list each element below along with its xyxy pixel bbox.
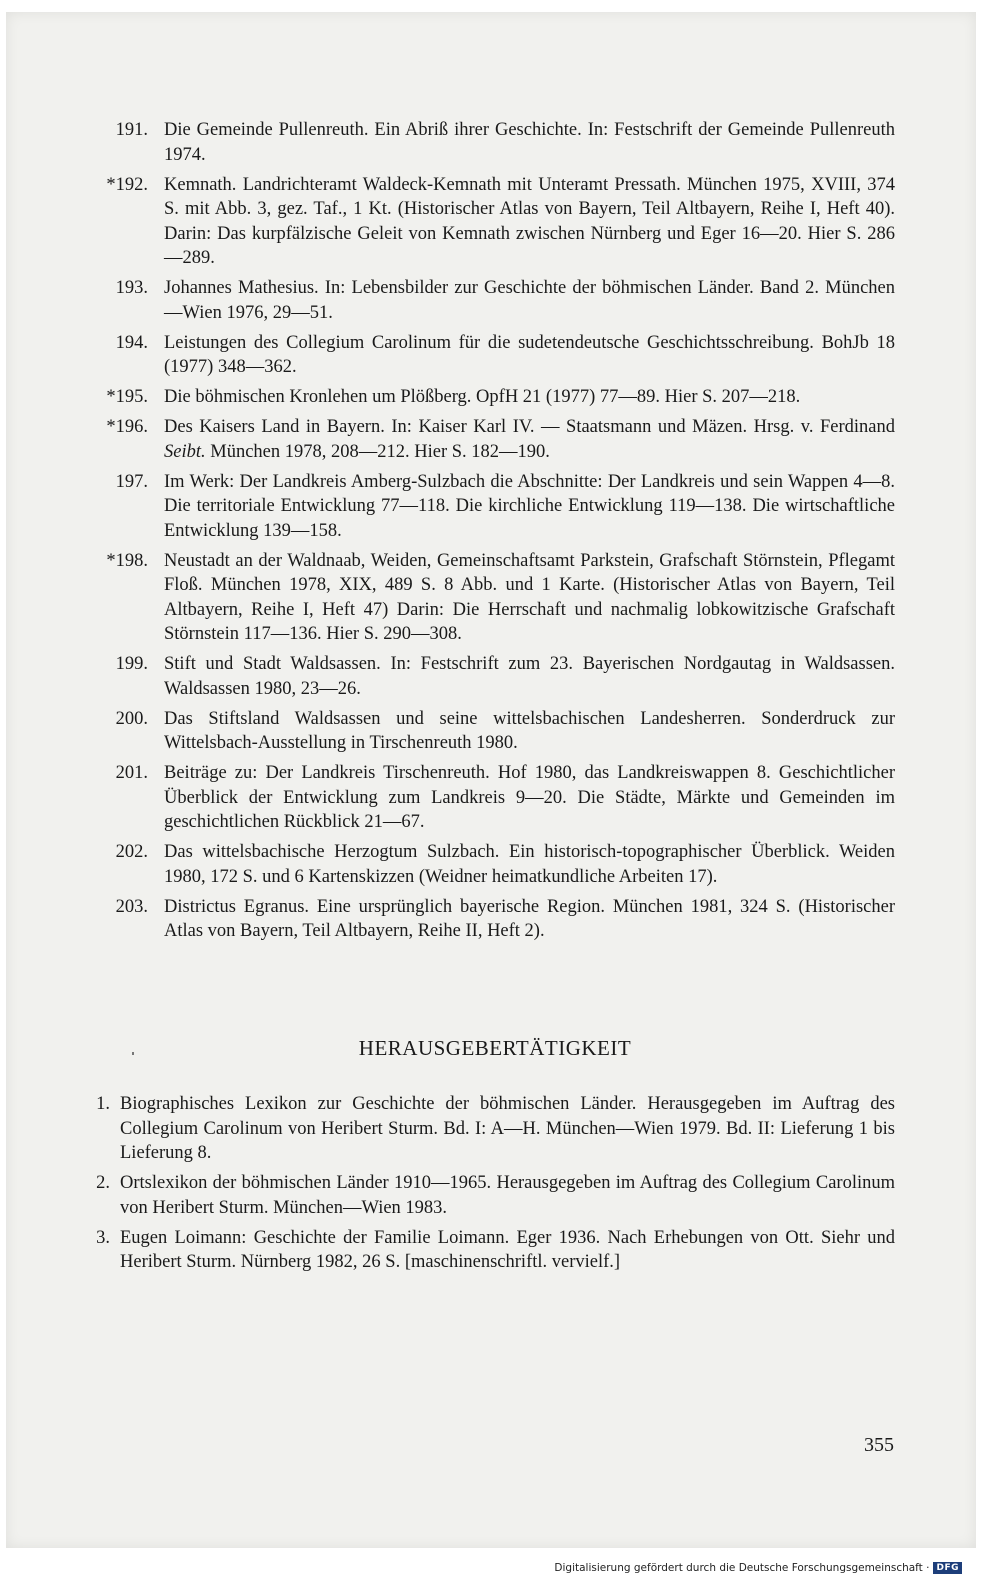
section-heading: HERAUSGEBERTÄTIGKEIT — [358, 1036, 632, 1060]
entry-number: 202. — [115, 842, 148, 862]
entry-text-tail: München 1978, 208—212. Hier S. 182—190. — [205, 441, 550, 462]
entry-number: 203. — [115, 896, 148, 917]
list-item — [80, 1171, 895, 1220]
list-item — [80, 652, 895, 701]
entry-text: Districtus Egranus. Eine ursprünglich bayerische Region. München 1981, 324 S. (Historischer Atlas von Bayern, Teil Altbayern, Reihe II, Heft 2). — [164, 896, 895, 941]
entry-number: *195. — [106, 387, 148, 407]
list-item — [80, 1092, 895, 1166]
editor-name: Seibt. — [164, 441, 206, 462]
entry-text: Eugen Loimann: Geschichte der Familie Loimann. Eger 1936. Nach Erhebungen von Ott. Siehr und Heribert Sturm. Nürnberg 1982, 26 S. [maschinenschriftl. vervielf.] — [120, 1227, 895, 1272]
entry-number: 200. — [115, 708, 148, 729]
entry-text: Des Kaisers Land in Bayern. In: Kaiser Karl IV. — Staatsmann und Mäzen. Hrsg. v. Ferdinand — [164, 417, 895, 437]
dfg-logo: DFG — [933, 1562, 962, 1574]
digitization-footer — [554, 1562, 962, 1574]
editorial-list — [80, 1092, 895, 1280]
entry-text: Die Gemeinde Pullenreuth. Ein Abriß ihrer Geschichte. In: Festschrift der Gemeinde Pullenreuth 1974. — [164, 120, 895, 165]
list-item — [80, 173, 895, 271]
list-item — [80, 895, 895, 944]
entry-number: 191. — [115, 120, 148, 140]
entry-number: 193. — [115, 278, 148, 298]
entry-text: Das Stiftsland Waldsassen und seine wittelsbachischen Landesherren. Sonderdruck zur Wittelsbach-Ausstellung in Tirschenreuth 1980. — [164, 708, 895, 753]
entry-number: 2. — [96, 1173, 110, 1193]
entry-number: *196. — [106, 417, 148, 437]
entry-text: Beiträge zu: Der Landkreis Tirschenreuth. Hof 1980, das Landkreiswappen 8. Geschichtlicher Überblick der Entwicklung zum Landkreis 9—20. Die Städte, Märkte und Gemeinden im geschichtlichen Rückblick 21—67. — [164, 763, 895, 832]
list-item — [80, 761, 895, 835]
list-item — [80, 840, 895, 889]
entry-number: *198. — [106, 550, 148, 571]
list-item — [80, 1226, 895, 1275]
entry-number: 1. — [96, 1094, 110, 1114]
list-item — [80, 549, 895, 647]
entry-number: 201. — [115, 763, 148, 783]
entry-text: Neustadt an der Waldnaab, Weiden, Gemeinschaftsamt Parkstein, Grafschaft Störnstein, Pflegamt Floß. München 1978, XIX, 489 S. 8 Abb. und 1 Karte. (Historischer Atlas von Bayern, Teil Altbayern, Reihe I, Heft 47) Darin: Die Herrschaft und nachmalig lobkowitzische Grafschaft Störnstein 117—136. Hier S. 290—308. — [164, 550, 895, 644]
list-item — [80, 470, 895, 544]
footer-text: Digitalisierung gefördert durch die Deutsche Forschungsgemeinschaft · — [554, 1562, 930, 1574]
entry-text: Biographisches Lexikon zur Geschichte der böhmischen Länder. Herausgegeben im Auftrag des Collegium Carolinum von Heribert Sturm. Bd. I: A—H. München—Wien 1979. Bd. II: Lieferung 1 bis Lieferung 8. — [120, 1094, 895, 1163]
entry-text: Stift und Stadt Waldsassen. In: Festschrift zum 23. Bayerischen Nordgautag in Waldsassen. Waldsassen 1980, 23—26. — [164, 654, 895, 699]
list-item — [80, 385, 895, 410]
entry-text-wrap — [164, 415, 895, 464]
entry-text: Ortslexikon der böhmischen Länder 1910—1965. Herausgegeben im Auftrag des Collegium Carolinum von Heribert Sturm. München—Wien 1983. — [120, 1173, 895, 1218]
list-item — [80, 276, 895, 325]
list-item — [80, 415, 895, 464]
entry-number: *192. — [106, 174, 148, 195]
entry-number: 199. — [115, 654, 148, 674]
entry-text: Im Werk: Der Landkreis Amberg-Sulzbach die Abschnitte: Der Landkreis und sein Wappen 4—8. Die territoriale Entwicklung 77—118. Die kirchliche Entwicklung 119—138. Die wirtschaftliche Entwicklung 139—158. — [164, 471, 895, 541]
entry-number: 197. — [115, 471, 148, 492]
entry-text: Johannes Mathesius. In: Lebensbilder zur Geschichte der böhmischen Länder. Band 2. München—Wien 1976, 29—51. — [164, 278, 895, 323]
entry-text: Das wittelsbachische Herzogtum Sulzbach. Ein historisch-topographischer Überblick. Weiden 1980, 172 S. und 6 Kartenskizzen (Weidner heimatkundliche Arbeiten 17). — [164, 842, 895, 887]
entry-text: Leistungen des Collegium Carolinum für die sudetendeutsche Geschichtsschreibung. BohJb 18 (1977) 348—362. — [164, 332, 895, 377]
page-number: 355 — [864, 1434, 894, 1456]
entry-text: Die böhmischen Kronlehen um Plößberg. OpfH 21 (1977) 77—89. Hier S. 207—218. — [164, 387, 801, 407]
list-item — [80, 331, 895, 380]
bibliography-list — [80, 118, 895, 949]
entry-text: Kemnath. Landrichteramt Waldeck-Kemnath mit Unteramt Pressath. München 1975, XVIII, 374 S. mit Abb. 3, gez. Taf., 1 Kt. (Historischer Atlas von Bayern, Teil Altbayern, Reihe I, Heft 40). Darin: Das kurpfälzische Geleit von Kemnath zwischen Nürnberg und Eger 16—20. Hier S. 286—289. — [164, 174, 895, 268]
list-item — [80, 707, 895, 756]
entry-number: 3. — [96, 1227, 110, 1248]
entry-number: 194. — [115, 332, 148, 353]
list-item — [80, 118, 895, 167]
